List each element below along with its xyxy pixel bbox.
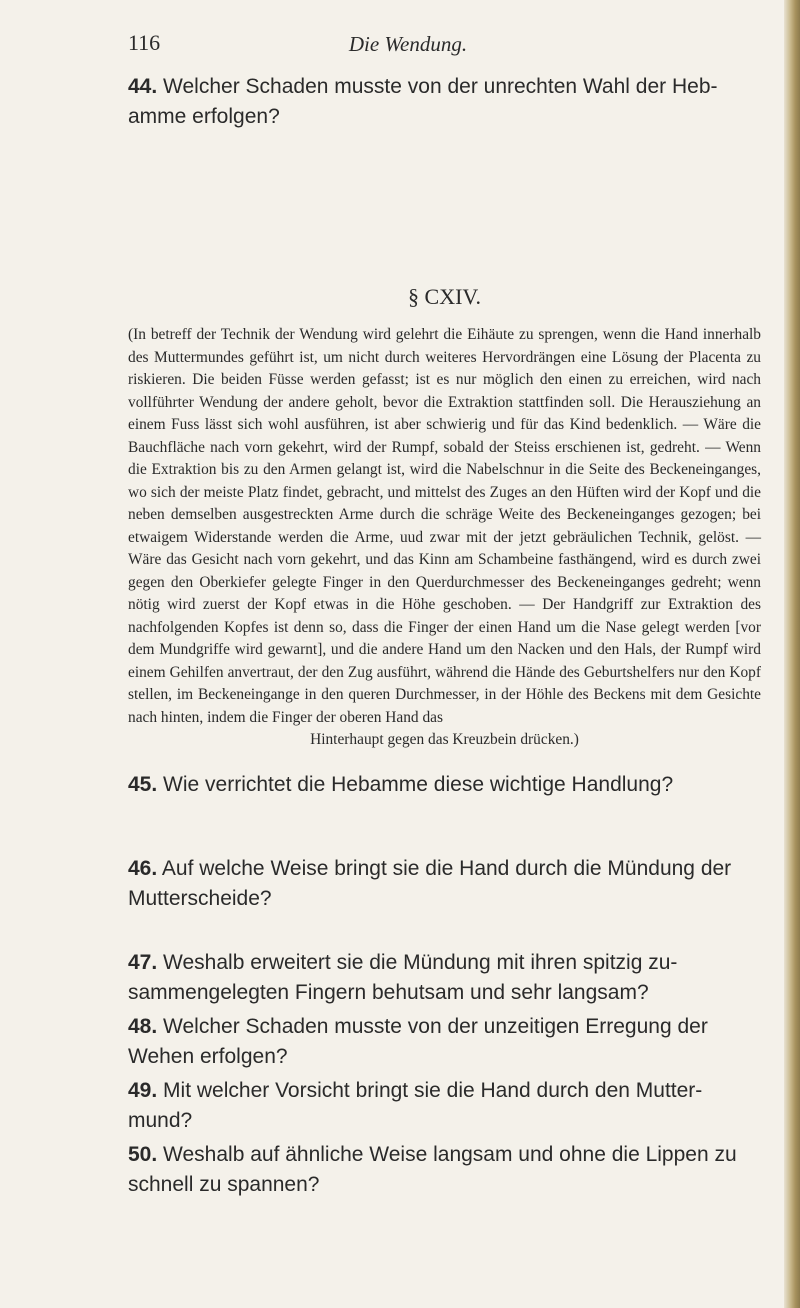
page-content xyxy=(128,72,761,1200)
page-header xyxy=(128,30,688,66)
question-text: Welcher Schaden musste von der unrechten Wahl der Heb-amme erfolgen? xyxy=(128,75,718,128)
page-number: 116 xyxy=(128,30,161,55)
question-text: Mit welcher Vorsicht bringt sie die Hand durch den Mutter-mund? xyxy=(128,1078,703,1132)
question-text: Wie verrichtet die Hebamme diese wichtige Handlung? xyxy=(163,772,674,796)
question-49 xyxy=(128,1076,761,1136)
question-45 xyxy=(128,770,761,800)
explanation-last-line: Hinterhaupt gegen das Kreuzbein drücken.) xyxy=(310,731,579,748)
question-47 xyxy=(128,948,761,1008)
question-text: Welcher Schaden musste von der unzeitigen Erregung der Wehen erfolgen? xyxy=(128,1014,708,1068)
question-46 xyxy=(128,854,761,914)
section-heading: § CXIV. xyxy=(408,284,481,309)
question-48 xyxy=(128,1012,761,1072)
question-number: 50. xyxy=(128,1142,158,1166)
question-50 xyxy=(128,1140,761,1200)
question-number: 47. xyxy=(128,950,158,974)
question-number: 44. xyxy=(128,75,158,98)
question-number: 48. xyxy=(128,1014,158,1038)
question-number: 45. xyxy=(128,772,158,796)
page-edge xyxy=(784,0,800,1308)
question-text: Weshalb auf ähnliche Weise langsam und ohne die Lippen zu schnell zu spannen? xyxy=(128,1142,737,1196)
explanation-text: (In betreff der Technik der Wendung wird gelehrt die Eihäute zu sprengen, wenn die Hand innerhalb des Muttermundes geführt ist, um nicht durch weiteres Hervordrängen eine Lösung der Placenta zu riskieren. Die beiden Füsse werden gefasst; ist es nur möglich den einen zu erreichen, wird nach vollführter Wendung der andere geholt, bevor die Extraktion stattfinden soll. Die Herausziehung an einem Fuss lässt sich wohl ausführen, ist aber schwierig und für das Kind bedenklich. — Wäre die Bauchfläche nach vorn gekehrt, wird der Rumpf, sobald der Steiss erschienen ist, gedreht. — Wenn die Extraktion bis zu den Armen gelangt ist, wird die Nabelschnur in die Seite des Beckeneinganges, wo sich der meiste Platz findet, gebracht, und mittelst des Zuges an den Hüften wird der Kopf und die neben demselben ausgestreckten Arme durch die schräge Weite des Beckeneinganges gezogen; bei etwaigem Widerstande werden die Arme, uud zwar mit der jetzt gebräulichen Technik, gelöst. — Wäre das Gesicht nach vorn gekehrt, und das Kinn am Schambeine fasthängend, wird es durch zwei gegen den Oberkiefer gelegte Finger in den Querdurchmesser des Beckeneinganges gedreht; wenn nötig wird zuerst der Kopf etwas in die Höhe geschoben. — Der Handgriff zur Extraktion des nachfolgenden Kopfes ist denn so, dass die Finger der einen Hand um die Nase gelegt werden [vor dem Mundgriffe wird gewarnt], und die andere Hand um den Nacken und den Hals, der Rumpf wird einem Gehilfen anvertraut, der den Zug ausführt, während die Hände des Geburtshelfers nur den Kopf stellen, im Beckeneingange in den queren Durchmesser, in der Höhle des Beckens mit dem Gesichte nach hinten, indem die Finger der oberen Hand das xyxy=(128,326,761,726)
running-title: Die Wendung. xyxy=(348,32,468,56)
question-44 xyxy=(128,72,761,132)
question-number: 49. xyxy=(128,1078,158,1102)
section-explanation xyxy=(128,324,761,752)
question-text: Weshalb erweitert sie die Mündung mit ihren spitzig zu-sammengelegten Fingern behutsam und sehr langsam? xyxy=(128,950,678,1004)
question-number: 46. xyxy=(128,856,158,880)
question-text: Auf welche Weise bringt sie die Hand durch die Mündung der Mutterscheide? xyxy=(128,856,732,910)
